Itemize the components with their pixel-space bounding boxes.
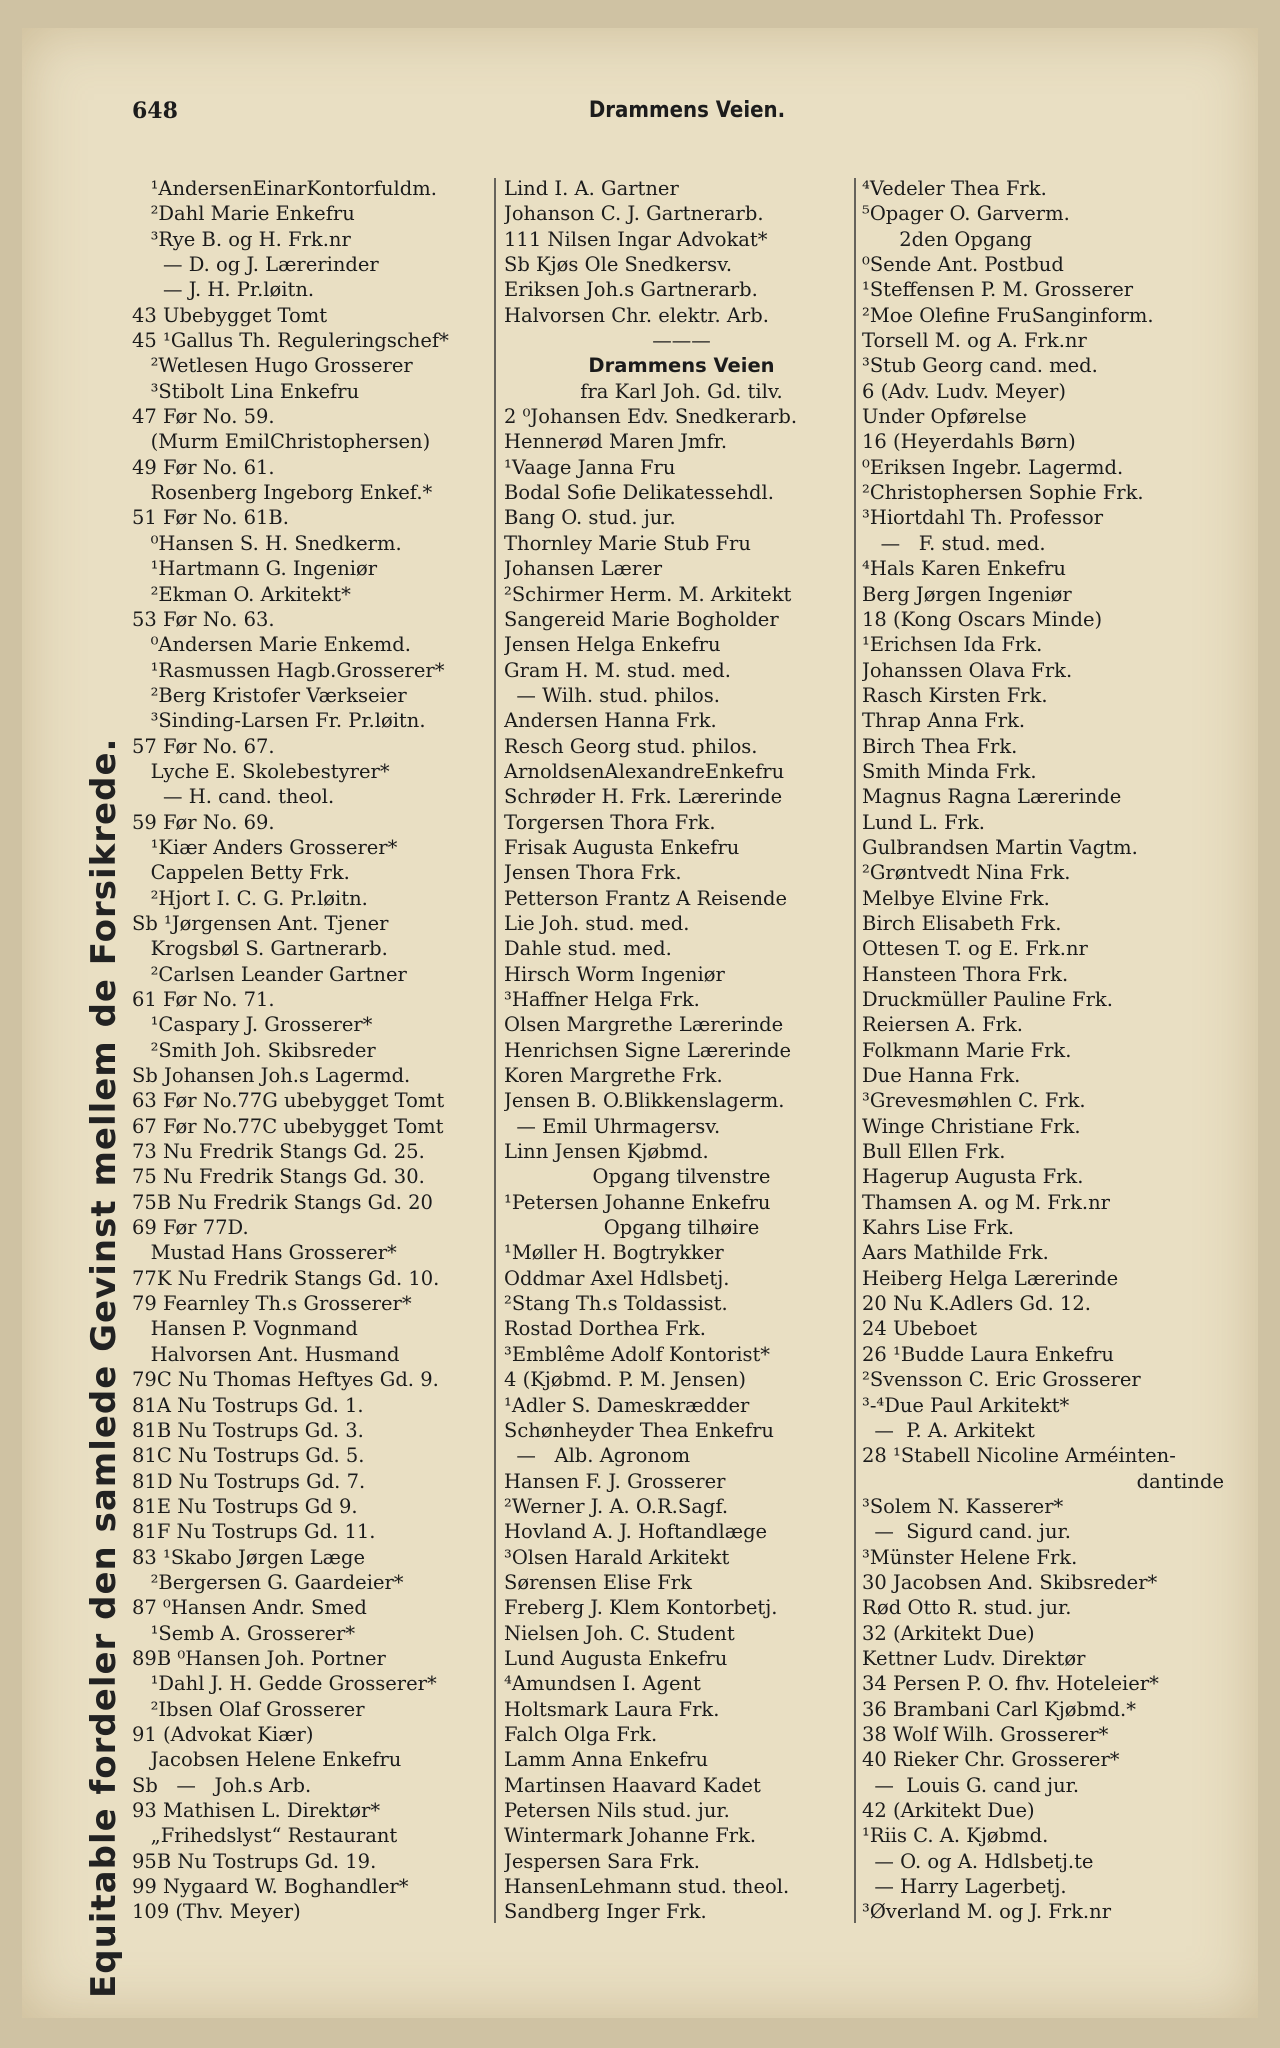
directory-entry: ⁰Eriksen Ingebr. Lagermd. xyxy=(862,455,1124,479)
directory-entry: 77K Nu Fredrik Stangs Gd. 10. xyxy=(132,1266,440,1290)
directory-entry: ²Svensson C. Eric Grosserer xyxy=(862,1368,1141,1392)
directory-entry: Kettner Ludv. Direktør xyxy=(862,1646,1086,1670)
directory-entry: 49 Før No. 61. xyxy=(132,455,275,479)
directory-entry: 81C Nu Tostrups Gd. 5. xyxy=(132,1444,365,1468)
directory-entry: ¹Hartmann G. Ingeniør xyxy=(132,557,378,581)
directory-entry: Sandberg Inger Frk. xyxy=(504,1900,707,1924)
directory-entry: 81E Nu Tostrups Gd 9. xyxy=(132,1494,358,1518)
directory-entry: — D. og J. Lærerinder xyxy=(132,253,379,277)
directory-entry: Gram H. M. stud. med. xyxy=(504,658,731,682)
directory-entry: Sb Johansen Joh.s Lagermd. xyxy=(132,1064,411,1088)
directory-entry: Johanssen Olava Frk. xyxy=(862,658,1073,682)
directory-entry: Birch Elisabeth Frk. xyxy=(862,911,1062,935)
running-title: Drammens Veien. xyxy=(588,98,786,123)
directory-entry: Hovland A. J. Hoftandlæge xyxy=(504,1520,768,1544)
directory-entry: Rosenberg Ingeborg Enkef.* xyxy=(132,481,433,505)
directory-entry: — Wilh. stud. philos. xyxy=(504,683,720,707)
directory-entry: ¹Caspary J. Grosserer* xyxy=(132,1013,373,1037)
directory-entry: Halvorsen Chr. elektr. Arb. xyxy=(504,303,769,327)
directory-entry: 91 (Advokat Kiær) xyxy=(132,1722,314,1746)
directory-entry: 42 (Arkitekt Due) xyxy=(862,1799,1035,1822)
directory-entry: Magnus Ragna Lærerinde xyxy=(862,785,1122,809)
directory-entry: — Harry Lagerbetj. xyxy=(862,1875,1067,1899)
directory-entry: 67 Før No.77C ubebygget Tomt xyxy=(132,1114,444,1138)
directory-entry: Olsen Margrethe Lærerinde xyxy=(504,1013,784,1037)
directory-entry: Opgang tilhøire xyxy=(603,1216,760,1240)
directory-entry: Hansteen Thora Frk. xyxy=(862,962,1069,986)
directory-entry: 2 ⁰Johansen Edv. Snedkerarb. xyxy=(504,405,798,429)
directory-entry: 53 Før No. 63. xyxy=(132,607,275,631)
directory-entry: Thrap Anna Frk. xyxy=(862,709,1026,733)
column-divider xyxy=(494,178,496,1923)
directory-entry: 93 Mathisen L. Direktør* xyxy=(132,1799,381,1822)
directory-entry: Winge Christiane Frk. xyxy=(862,1114,1081,1138)
directory-entry: 59 Før No. 69. xyxy=(132,810,275,834)
directory-entry: Hansen P. Vognmand xyxy=(132,1317,358,1341)
directory-entry: — P. A. Arkitekt xyxy=(862,1418,1035,1442)
directory-entry: ³Grevesmøhlen C. Frk. xyxy=(862,1089,1086,1113)
directory-entry: — O. og A. Hdlsbetj.te xyxy=(862,1849,1094,1873)
directory-entry: Drammens Veien xyxy=(588,354,775,378)
directory-entry: Schrøder H. Frk. Lærerinde xyxy=(504,785,783,809)
directory-entry: Kahrs Lise Frk. xyxy=(862,1216,1015,1240)
directory-entry: Bodal Sofie Delikatessehdl. xyxy=(504,481,774,505)
directory-entry: ²Christophersen Sophie Frk. xyxy=(862,481,1144,505)
directory-entry: Sangereid Marie Bogholder xyxy=(504,607,779,631)
directory-entry: 34 Persen P. O. fhv. Hoteleier* xyxy=(862,1672,1159,1696)
directory-entry: „Frihedslyst“ Restaurant xyxy=(132,1824,398,1848)
directory-entry: Torgersen Thora Frk. xyxy=(504,810,716,834)
directory-entry: 81D Nu Tostrups Gd. 7. xyxy=(132,1469,366,1493)
directory-entry: Opgang tilvenstre xyxy=(592,1165,771,1189)
directory-entry: ⁴Amundsen I. Agent xyxy=(504,1672,701,1696)
directory-entry: ³Rye B. og H. Frk.nr xyxy=(132,227,351,251)
directory-entry: 30 Jacobsen And. Skibsreder* xyxy=(862,1570,1158,1594)
directory-entry: — Emil Uhrmagersv. xyxy=(504,1114,721,1138)
directory-entry: — J. H. Pr.løitn. xyxy=(132,278,315,302)
directory-entry: Bull Ellen Frk. xyxy=(862,1140,1006,1164)
directory-entry: Oddmar Axel Hdlsbetj. xyxy=(504,1266,730,1290)
directory-entry: 40 Rieker Chr. Grosserer* xyxy=(862,1748,1120,1772)
directory-entry: Due Hanna Frk. xyxy=(862,1064,1021,1088)
directory-entry: Folkmann Marie Frk. xyxy=(862,1038,1072,1062)
directory-entry: ³Stub Georg cand. med. xyxy=(862,354,1098,378)
directory-entry: 24 Ubeboet xyxy=(862,1317,978,1341)
directory-entry: Hagerup Augusta Frk. xyxy=(862,1165,1084,1189)
directory-entry: ²Schirmer Herm. M. Arkitekt xyxy=(504,582,792,606)
directory-entry: 4 (Kjøbmd. P. M. Jensen) xyxy=(504,1368,746,1392)
directory-entry: ³Sinding-Larsen Fr. Pr.løitn. xyxy=(132,709,426,733)
directory-entry: 95B Nu Tostrups Gd. 19. xyxy=(132,1849,377,1873)
directory-entry: ⁵Opager O. Garverm. xyxy=(862,202,1070,226)
directory-entry: ³Münster Helene Frk. xyxy=(862,1545,1078,1569)
directory-entry: ¹Riis C. A. Kjøbmd. xyxy=(862,1824,1049,1848)
directory-entry: Rostad Dorthea Frk. xyxy=(504,1317,706,1341)
directory-entry: Resch Georg stud. philos. xyxy=(504,734,758,758)
directory-entry: ²Bergersen G. Gaardeier* xyxy=(132,1570,404,1594)
directory-entry: 18 (Kong Oscars Minde) xyxy=(862,607,1103,631)
directory-entry: ²Hjort I. C. G. Pr.løitn. xyxy=(132,886,368,910)
directory-entry: ¹AndersenEinarKontorfuldm. xyxy=(132,177,437,200)
directory-column-1 xyxy=(132,176,487,1925)
directory-entry: ²Stang Th.s Toldassist. xyxy=(504,1292,728,1316)
directory-entry: Bang O. stud. jur. xyxy=(504,506,676,530)
directory-entry: Henrichsen Signe Lærerinde xyxy=(504,1038,792,1062)
directory-entry: ²Ekman O. Arkitekt* xyxy=(132,582,351,606)
directory-entry: 99 Nygaard W. Boghandler* xyxy=(132,1875,409,1899)
directory-entry: 6 (Adv. Ludv. Meyer) xyxy=(862,379,1066,403)
directory-entry: Krogsbøl S. Gartnerarb. xyxy=(132,937,388,961)
directory-entry: Torsell M. og A. Frk.nr xyxy=(862,329,1087,353)
directory-entry: Andersen Hanna Frk. xyxy=(504,709,717,733)
page-number: 648 xyxy=(132,98,178,124)
directory-entry: Wintermark Johanne Frk. xyxy=(504,1824,757,1848)
directory-entry: Sørensen Elise Frk xyxy=(504,1570,692,1594)
directory-entry: Jensen B. O.Blikkenslagerm. xyxy=(504,1089,785,1113)
directory-entry: 109 (Thv. Meyer) xyxy=(132,1900,301,1924)
directory-entry: ³-⁴Due Paul Arkitekt* xyxy=(862,1393,1070,1417)
directory-entry: Jespersen Sara Frk. xyxy=(504,1849,701,1873)
directory-entry: ¹Adler S. Dameskrædder xyxy=(504,1393,750,1417)
directory-entry: ²Wetlesen Hugo Grosserer xyxy=(132,354,413,378)
directory-entry: Lamm Anna Enkefru xyxy=(504,1748,709,1772)
directory-entry: Birch Thea Frk. xyxy=(862,734,1018,758)
directory-entry: 61 Før No. 71. xyxy=(132,988,275,1011)
directory-entry: ¹Rasmussen Hagb.Grosserer* xyxy=(132,658,445,682)
directory-entry: Freberg J. Klem Kontorbetj. xyxy=(504,1596,778,1620)
directory-entry: 28 ¹Stabell Nicoline Arméinten- xyxy=(862,1444,1176,1468)
directory-entry: Falch Olga Frk. xyxy=(504,1722,658,1746)
directory-entry: Halvorsen Ant. Husmand xyxy=(132,1342,400,1366)
directory-entry: 81F Nu Tostrups Gd. 11. xyxy=(132,1520,376,1544)
directory-entry: 51 Før No. 61B. xyxy=(132,506,289,530)
directory-entry: 75 Nu Fredrik Stangs Gd. 30. xyxy=(132,1165,425,1189)
directory-entry: ²Werner J. A. O.R.Sagf. xyxy=(504,1494,729,1518)
directory-entry: Dahle stud. med. xyxy=(504,937,672,961)
directory-column-3 xyxy=(862,176,1224,1925)
directory-entry: — Alb. Agronom xyxy=(504,1444,691,1468)
page-header xyxy=(132,98,1242,132)
directory-entry: Hennerød Maren Jmfr. xyxy=(504,430,728,454)
directory-entry: Ottesen T. og E. Frk.nr xyxy=(862,937,1088,961)
directory-entry: Lund Augusta Enkefru xyxy=(504,1646,728,1670)
directory-entry: ⁴Vedeler Thea Frk. xyxy=(862,177,1047,200)
directory-entry: Jacobsen Helene Enkefru xyxy=(132,1748,402,1772)
directory-entry: Nielsen Joh. C. Student xyxy=(504,1621,735,1645)
directory-entry: Linn Jensen Kjøbmd. xyxy=(504,1140,709,1164)
directory-entry: ²Dahl Marie Enkefru xyxy=(132,202,355,226)
directory-entry: 83 ¹Skabo Jørgen Læge xyxy=(132,1545,366,1569)
directory-entry: Thamsen A. og M. Frk.nr xyxy=(862,1190,1110,1214)
directory-entry: Sb ¹Jørgensen Ant. Tjener xyxy=(132,911,389,935)
directory-entry: ⁰Andersen Marie Enkemd. xyxy=(132,633,411,657)
directory-entry: Eriksen Joh.s Gartnerarb. xyxy=(504,278,758,302)
directory-entry: — H. cand. theol. xyxy=(132,785,335,809)
directory-entry: Berg Jørgen Ingeniør xyxy=(862,582,1072,606)
directory-entry: Koren Margrethe Frk. xyxy=(504,1064,723,1088)
directory-entry: 89B ⁰Hansen Joh. Portner xyxy=(132,1646,386,1670)
directory-entry: Petersen Nils stud. jur. xyxy=(504,1799,730,1822)
directory-entry: Mustad Hans Grosserer* xyxy=(132,1241,397,1265)
directory-entry: 111 Nilsen Ingar Advokat* xyxy=(504,227,768,251)
directory-entry: Lind I. A. Gartner xyxy=(504,177,679,200)
directory-entry: ²Moe Olefine FruSanginform. xyxy=(862,303,1154,327)
directory-entry: Petterson Frantz A Reisende xyxy=(504,886,788,910)
directory-entry: ⁰Hansen S. H. Snedkerm. xyxy=(132,531,402,555)
directory-entry: 47 Før No. 59. xyxy=(132,405,275,429)
directory-entry: ³Stibolt Lina Enkefru xyxy=(132,379,360,403)
directory-entry: ¹Petersen Johanne Enkefru xyxy=(504,1190,771,1214)
directory-entry: 38 Wolf Wilh. Grosserer* xyxy=(862,1722,1109,1746)
directory-entry: 26 ¹Budde Laura Enkefru xyxy=(862,1342,1114,1366)
directory-entry: Hansen F. J. Grosserer xyxy=(504,1469,726,1493)
margin-advertisement: Equitable fordeler den samlede Gevinst mellem de Forsikrede. xyxy=(84,737,124,1998)
directory-entry: Lie Joh. stud. med. xyxy=(504,911,690,935)
directory-entry: ¹Møller H. Bogtrykker xyxy=(504,1241,724,1265)
directory-entry: Aars Mathilde Frk. xyxy=(862,1241,1049,1265)
directory-entry: 69 Før 77D. xyxy=(132,1216,249,1240)
directory-entry: 36 Brambani Carl Kjøbmd.* xyxy=(862,1697,1136,1721)
directory-entry: ³Hiortdahl Th. Professor xyxy=(862,506,1104,530)
directory-entry: 87 ⁰Hansen Andr. Smed xyxy=(132,1596,367,1620)
directory-entry: ³Øverland M. og J. Frk.nr xyxy=(862,1900,1112,1924)
directory-entry: — F. stud. med. xyxy=(862,531,1046,555)
directory-entry: ⁰Sende Ant. Postbud xyxy=(862,253,1064,277)
directory-entry: ³Solem N. Kasserer* xyxy=(862,1494,1064,1518)
directory-entry: Hirsch Worm Ingeniør xyxy=(504,962,725,986)
directory-entry: 63 Før No.77G ubebygget Tomt xyxy=(132,1089,445,1113)
directory-entry: Jensen Thora Frk. xyxy=(504,861,682,885)
directory-entry: Heiberg Helga Lærerinde xyxy=(862,1266,1119,1290)
directory-column-2 xyxy=(504,176,859,1925)
directory-entry: Frisak Augusta Enkefru xyxy=(504,835,740,859)
directory-entry: fra Karl Joh. Gd. tilv. xyxy=(580,379,783,403)
directory-entry: ArnoldsenAlexandreEnkefru xyxy=(504,759,785,783)
directory-entry: ——— xyxy=(652,329,711,353)
directory-page xyxy=(22,28,1258,2018)
directory-entry: HansenLehmann stud. theol. xyxy=(504,1875,790,1899)
directory-entry: ¹Steffensen P. M. Grosserer xyxy=(862,278,1134,302)
directory-entry: Cappelen Betty Frk. xyxy=(132,861,350,885)
directory-entry: ¹Kiær Anders Grosserer* xyxy=(132,835,398,859)
directory-entry: Lund L. Frk. xyxy=(862,810,985,834)
directory-entry: ²Smith Joh. Skibsreder xyxy=(132,1038,376,1062)
directory-entry: Sb Kjøs Ole Snedkersv. xyxy=(504,253,733,277)
directory-entry: 73 Nu Fredrik Stangs Gd. 25. xyxy=(132,1140,425,1164)
directory-entry: 20 Nu K.Adlers Gd. 12. xyxy=(862,1292,1091,1316)
directory-entry: ²Grøntvedt Nina Frk. xyxy=(862,861,1071,885)
directory-entry: ²Carlsen Leander Gartner xyxy=(132,962,407,986)
directory-entry: 16 (Heyerdahls Børn) xyxy=(862,430,1076,454)
directory-entry: Martinsen Haavard Kadet xyxy=(504,1773,761,1797)
directory-entry: ¹Vaage Janna Fru xyxy=(504,455,676,479)
directory-entry: ¹Dahl J. H. Gedde Grosserer* xyxy=(132,1672,437,1696)
directory-entry: — Sigurd cand. jur. xyxy=(862,1520,1071,1544)
directory-entry: — Louis G. cand jur. xyxy=(862,1773,1080,1797)
directory-entry: 79 Fearnley Th.s Grosserer* xyxy=(132,1292,412,1316)
directory-entry: 81B Nu Tostrups Gd. 3. xyxy=(132,1418,364,1442)
directory-entry: Johanson C. J. Gartnerarb. xyxy=(504,202,764,226)
directory-entry: Holtsmark Laura Frk. xyxy=(504,1697,720,1721)
directory-entry: Lyche E. Skolebestyrer* xyxy=(132,759,390,783)
directory-entry: 81A Nu Tostrups Gd. 1. xyxy=(132,1393,364,1417)
directory-entry: Sb — Joh.s Arb. xyxy=(132,1773,312,1797)
directory-entry: 57 Før No. 67. xyxy=(132,734,275,758)
directory-entry: Rød Otto R. stud. jur. xyxy=(862,1596,1072,1620)
directory-entry: Jensen Helga Enkefru xyxy=(504,633,721,657)
directory-entry: ³Haffner Helga Frk. xyxy=(504,988,700,1011)
directory-entry: ³Olsen Harald Arkitekt xyxy=(504,1545,730,1569)
directory-entry: Schønheyder Thea Enkefru xyxy=(504,1418,774,1442)
directory-entry: Reiersen A. Frk. xyxy=(862,1013,1023,1037)
directory-entry: 79C Nu Thomas Heftyes Gd. 9. xyxy=(132,1368,439,1392)
directory-entry: ²Ibsen Olaf Grosserer xyxy=(132,1697,365,1721)
directory-entry: Rasch Kirsten Frk. xyxy=(862,683,1048,707)
directory-entry: Druckmüller Pauline Frk. xyxy=(862,988,1113,1011)
directory-entry: ¹Erichsen Ida Frk. xyxy=(862,633,1043,657)
directory-entry: Gulbrandsen Martin Vagtm. xyxy=(862,835,1138,859)
directory-entry: ⁴Hals Karen Enkefru xyxy=(862,557,1066,581)
directory-entry: Thornley Marie Stub Fru xyxy=(504,531,751,555)
directory-entry: 45 ¹Gallus Th. Reguleringschef* xyxy=(132,329,449,353)
directory-entry: Under Opførelse xyxy=(862,405,1027,429)
directory-entry: (Murm EmilChristophersen) xyxy=(132,430,431,454)
directory-entry: Melbye Elvine Frk. xyxy=(862,886,1050,910)
directory-entry: 2den Opgang xyxy=(862,227,1032,251)
directory-entry: 43 Ubebygget Tomt xyxy=(132,303,328,327)
directory-entry: ¹Semb A. Grosserer* xyxy=(132,1621,356,1645)
directory-entry: Smith Minda Frk. xyxy=(862,759,1037,783)
directory-entry: dantinde xyxy=(1136,1469,1224,1493)
directory-entry: ³Emblême Adolf Kontorist* xyxy=(504,1342,771,1366)
directory-entry: 32 (Arkitekt Due) xyxy=(862,1621,1035,1645)
directory-entry: 75B Nu Fredrik Stangs Gd. 20 xyxy=(132,1190,433,1214)
directory-entry: Johansen Lærer xyxy=(504,557,663,581)
directory-entry: ²Berg Kristofer Værkseier xyxy=(132,683,407,707)
